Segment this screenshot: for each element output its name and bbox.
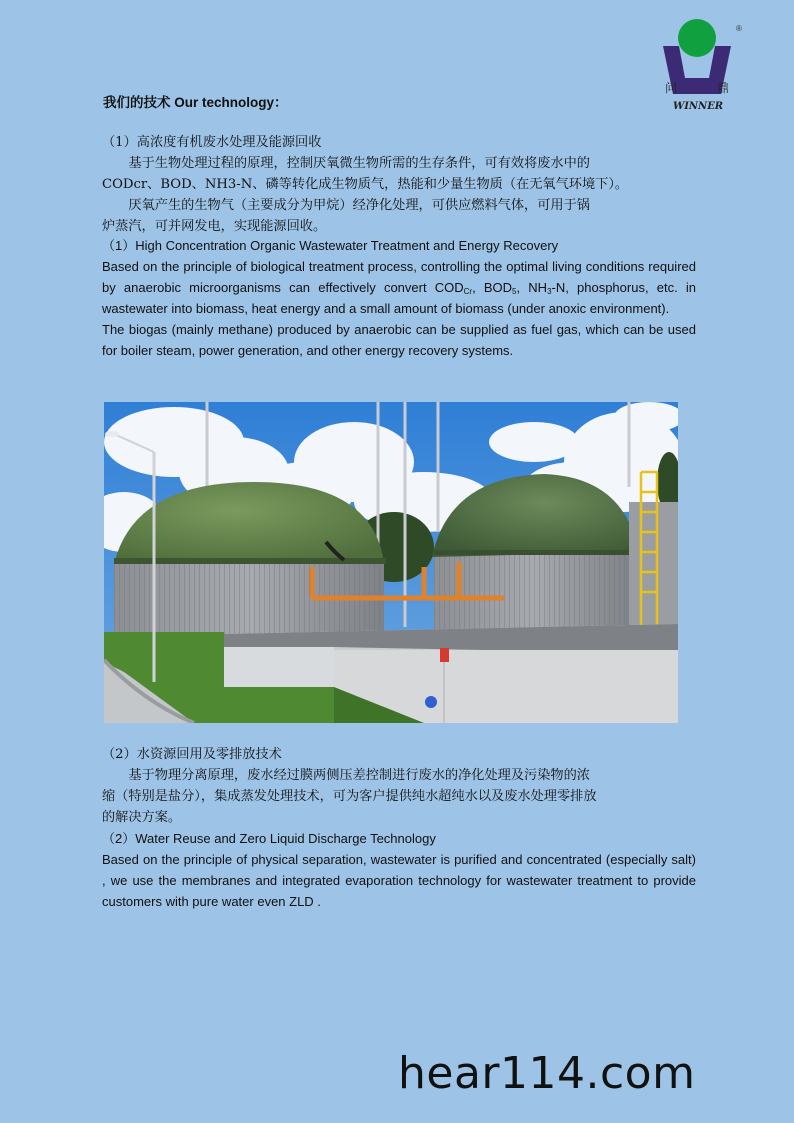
footer-website-url: hear114.com	[398, 1048, 696, 1099]
svg-text:WINNER: WINNER	[673, 101, 724, 112]
section2-english	[102, 828, 696, 912]
section1-english	[102, 235, 696, 361]
page-heading: 我们的技术 Our technology：	[103, 95, 288, 110]
section1-cn-para1-line2: CODcr、BOD、NH3-N、磷等转化成生物质气，热能和少量生物质（在无氧气环境下）。	[102, 177, 629, 192]
biogas-plant-image	[104, 402, 678, 723]
section1-en-title: （1）High Concentration Organic Wastewater Treatment and Energy Recovery	[102, 238, 559, 253]
section1-cn-title: （1）高浓度有机废水处理及能源回收	[102, 135, 322, 150]
section2-cn-para-line3: 的解决方案。	[102, 810, 182, 825]
section2-en-title: （2）Water Reuse and Zero Liquid Discharge Technology	[102, 831, 436, 846]
section1-cn-para2-line1: 厌氧产生的生物气（主要成分为甲烷）经净化处理，可供应燃料气体，可用于锅	[128, 198, 590, 213]
section2-cn-title: （2）水资源回用及零排放技术	[102, 747, 282, 762]
biogas-digester-photo	[104, 402, 678, 723]
section2-cn-para-line2: 缩（特别是盐分），集成蒸发处理技术，可为客户提供纯水超纯水以及废水处理零排放	[102, 789, 597, 804]
section1-en-para2: The biogas (mainly methane) produced by anaerobic can be supplied as fuel gas, which can be used for boiler steam, power generation, and other energy recovery systems.	[102, 322, 696, 358]
section1-chinese	[102, 132, 696, 237]
section1-cn-para2-line2: 炉蒸汽，可并网发电，实现能源回收。	[102, 219, 327, 234]
section1-cn-para1-line1: 基于生物处理过程的原理，控制厌氧微生物所需的生存条件，可有效将废水中的	[128, 156, 590, 171]
section2-chinese	[102, 744, 696, 828]
section2-en-para: Based on the principle of physical separation, wastewater is purified and concentrated (especially salt) , we use the membranes and integrated evaporation technology for wastewater treatment to provide customers with pure water even ZLD .	[102, 852, 696, 909]
svg-text:问: 问	[665, 81, 678, 95]
section1-en-para1: Based on the principle of biological treatment process, controlling the optimal living conditions required by anaerobic microorganisms can effectively convert $COD_{Cr}$, $BOD_5$, $NH_3-N$, phosphorus, etc. in wastewater into biomass, heat energy and a small amount of biomass (under anoxic environment).	[102, 259, 696, 316]
svg-text:鼎: 鼎	[717, 81, 730, 95]
section2-cn-para-line1: 基于物理分离原理，废水经过膜两侧压差控制进行废水的净化处理及污染物的浓	[128, 768, 590, 783]
registered-mark: ®	[736, 24, 742, 33]
